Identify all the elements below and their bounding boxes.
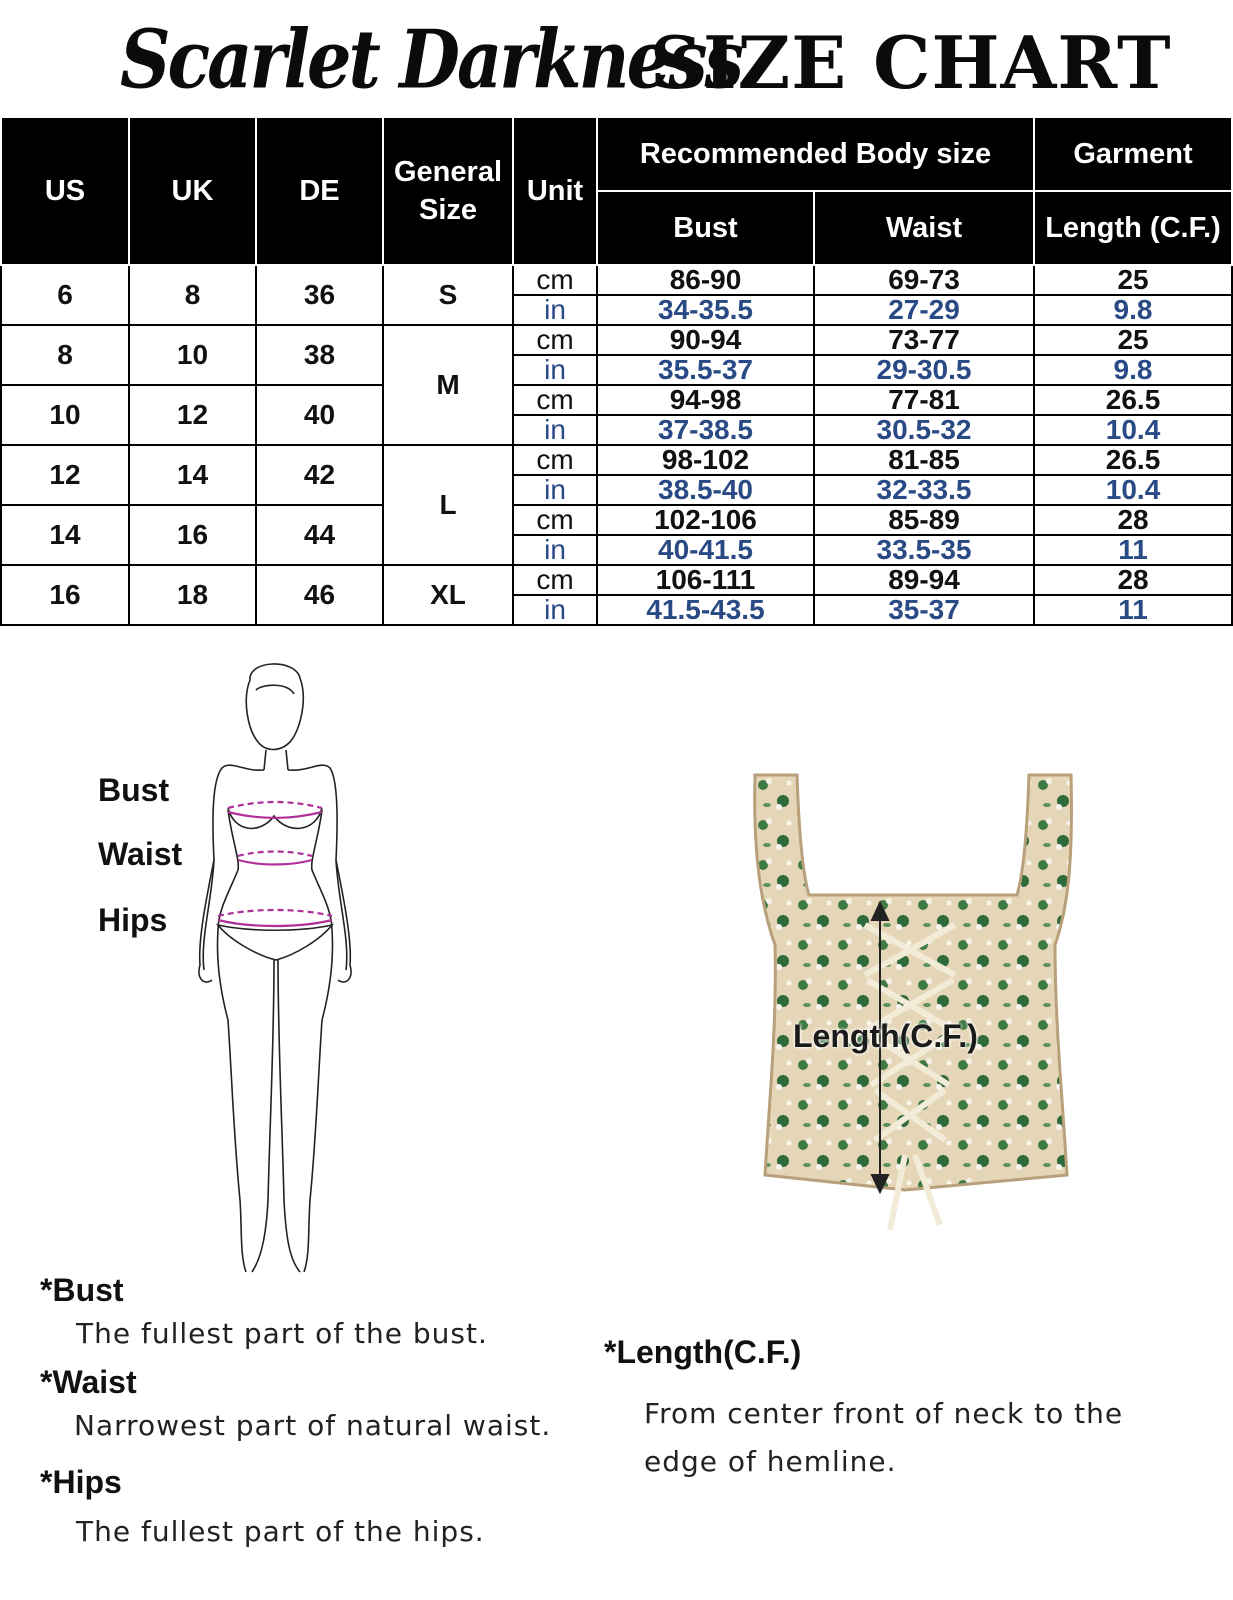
waist-definition-text: Narrowest part of natural waist. [74,1409,552,1442]
hips-definition-title: *Hips [40,1464,122,1500]
page-title: SIZE CHART [650,20,1172,105]
table-row [1,325,1232,355]
body-figure-illustration [190,660,360,1280]
de-size-cell: 46 [256,565,383,625]
us-size-cell: 16 [1,565,129,625]
bust-cell: 86-90 [597,265,814,295]
waist-cell: 85-89 [814,505,1034,535]
col-header-garment: Garment [1034,117,1232,191]
bust-definition-text: The fullest part of the bust. [76,1317,488,1350]
bust-cell: 34-35.5 [597,295,814,325]
waist-definition-title: *Waist [40,1364,137,1400]
table-row [1,505,1232,535]
waist-cell: 35-37 [814,595,1034,625]
general-size-cell: L [383,445,513,565]
brand-logo: Scarlet Darkness [120,11,741,108]
table-row [1,445,1232,475]
bust-cell: 38.5-40 [597,475,814,505]
waist-cell: 29-30.5 [814,355,1034,385]
corset-garment-illustration [755,775,1095,1245]
bust-definition-title: *Bust [40,1272,124,1308]
uk-size-cell: 12 [129,385,256,445]
general-size-cell: M [383,325,513,445]
us-size-cell: 10 [1,385,129,445]
unit-cell: in [513,595,597,625]
waist-cell: 77-81 [814,385,1034,415]
length-cell: 25 [1034,325,1232,355]
col-header-unit: Unit [513,117,597,265]
de-size-cell: 42 [256,445,383,505]
de-size-cell: 36 [256,265,383,325]
waist-cell: 30.5-32 [814,415,1034,445]
us-size-cell: 6 [1,265,129,325]
table-row [1,385,1232,415]
uk-size-cell: 18 [129,565,256,625]
col-header-recommended: Recommended Body size [597,117,1034,191]
us-size-cell: 12 [1,445,129,505]
length-cell: 11 [1034,535,1232,565]
unit-cell: in [513,535,597,565]
unit-cell: cm [513,445,597,475]
length-cell: 25 [1034,265,1232,295]
de-size-cell: 38 [256,325,383,385]
bust-figure-label: Bust [98,772,170,808]
col-header-general-size: General Size [383,117,513,265]
col-header-de: DE [256,117,383,265]
bust-cell: 94-98 [597,385,814,415]
hips-figure-label: Hips [98,902,168,938]
waist-cell: 32-33.5 [814,475,1034,505]
waist-cell: 33.5-35 [814,535,1034,565]
waist-cell: 81-85 [814,445,1034,475]
table-row [1,265,1232,295]
hips-definition-text: The fullest part of the hips. [76,1515,485,1548]
bust-cell: 98-102 [597,445,814,475]
unit-cell: in [513,295,597,325]
bust-cell: 102-106 [597,505,814,535]
bust-cell: 35.5-37 [597,355,814,385]
bust-cell: 40-41.5 [597,535,814,565]
bust-cell: 90-94 [597,325,814,355]
uk-size-cell: 10 [129,325,256,385]
length-figure-label: Length(C.F.) [793,1018,978,1054]
unit-cell: cm [513,505,597,535]
length-cell: 11 [1034,595,1232,625]
col-header-uk: UK [129,117,256,265]
waist-cell: 27-29 [814,295,1034,325]
unit-cell: in [513,355,597,385]
col-header-length: Length (C.F.) [1034,191,1232,265]
length-cell: 26.5 [1034,385,1232,415]
general-size-cell: S [383,265,513,325]
table-row [1,565,1232,595]
col-header-us: US [1,117,129,265]
waist-cell: 73-77 [814,325,1034,355]
waist-figure-label: Waist [98,836,183,872]
unit-cell: in [513,475,597,505]
length-cell: 10.4 [1034,415,1232,445]
us-size-cell: 8 [1,325,129,385]
de-size-cell: 40 [256,385,383,445]
de-size-cell: 44 [256,505,383,565]
length-cell: 10.4 [1034,475,1232,505]
col-header-bust: Bust [597,191,814,265]
size-chart-table [0,116,1233,626]
bust-cell: 106-111 [597,565,814,595]
length-cell: 9.8 [1034,295,1232,325]
unit-cell: cm [513,325,597,355]
uk-size-cell: 16 [129,505,256,565]
unit-cell: cm [513,385,597,415]
col-header-waist: Waist [814,191,1034,265]
length-definition-text: From center front of neck to the edge of hemline. [644,1397,1124,1478]
bust-cell: 41.5-43.5 [597,595,814,625]
us-size-cell: 14 [1,505,129,565]
length-cell: 28 [1034,565,1232,595]
length-cell: 28 [1034,505,1232,535]
waist-cell: 89-94 [814,565,1034,595]
unit-cell: cm [513,265,597,295]
length-definition-title: *Length(C.F.) [604,1334,802,1370]
bust-cell: 37-38.5 [597,415,814,445]
unit-cell: cm [513,565,597,595]
unit-cell: in [513,415,597,445]
uk-size-cell: 8 [129,265,256,325]
general-size-cell: XL [383,565,513,625]
waist-cell: 69-73 [814,265,1034,295]
length-cell: 26.5 [1034,445,1232,475]
uk-size-cell: 14 [129,445,256,505]
length-cell: 9.8 [1034,355,1232,385]
